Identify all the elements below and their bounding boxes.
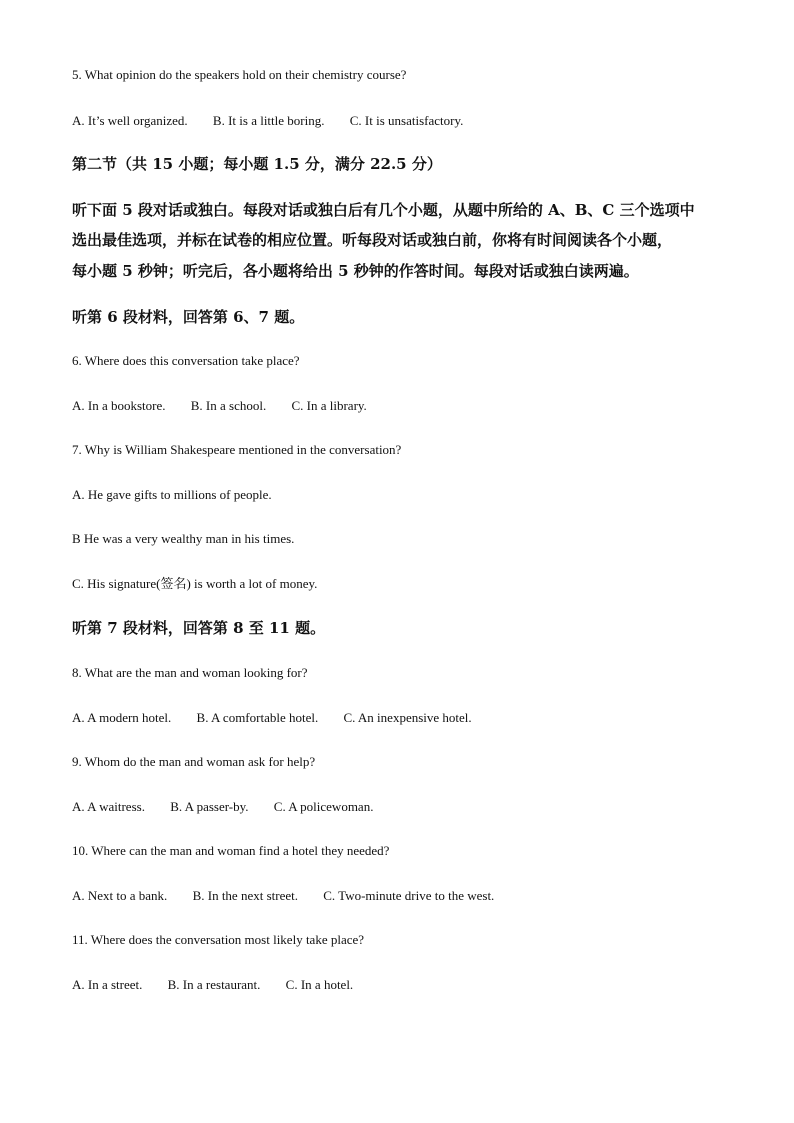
option-b: B. In a school. [190,398,267,413]
question-9-stem: 9. Whom do the man and woman ask for help? [72,754,316,769]
option-a: A. It’s well organized. [72,113,188,128]
question-11-options [72,977,353,993]
question-6-stem: 6. Where does this conversation take place? [72,353,300,368]
question-8-options [72,710,472,726]
question-11-stem: 11. Where does the conversation most likely take place? [72,932,365,947]
option-b: B. In the next street. [192,888,298,903]
option-a: A. Next to a bank. [72,888,168,903]
question-7-option-a: A. He gave gifts to millions of people. [72,487,272,502]
option-c: C. An inexpensive hotel. [343,710,472,725]
option-a: A. In a bookstore. [72,398,166,413]
option-a: A. A modern hotel. [72,710,172,725]
question-9-options [72,799,373,815]
question-7-stem: 7. Why is William Shakespeare mentioned in the conversation? [72,442,402,457]
option-a: A. A waitress. [72,799,145,814]
instructions-line-1: 听下面 5 段对话或独白。每段对话或独白后有几个小题，从题中所给的 A、B、C 三个选项中 [72,201,695,219]
group-6-heading: 听第 6 段材料，回答第 6、7 题。 [72,308,305,326]
option-c: C. In a hotel. [285,977,354,992]
option-c: C. It is unsatisfactory. [349,113,464,128]
option-c: C. A policewoman. [273,799,374,814]
option-b: B. It is a little boring. [212,113,325,128]
question-10-stem: 10. Where can the man and woman find a hotel they needed? [72,843,390,858]
instructions-line-2: 选出最佳选项，并标在试卷的相应位置。听每段对话或独白前，你将有时间阅读各个小题， [72,231,673,249]
option-c: C. Two-minute drive to the west. [323,888,495,903]
section-heading: 第二节（共 15 小题；每小题 1.5 分，满分 22.5 分） [72,155,442,173]
question-5-stem: 5. What opinion do the speakers hold on their chemistry course? [72,67,407,82]
option-a: A. In a street. [72,977,143,992]
group-7-heading: 听第 7 段材料，回答第 8 至 11 题。 [72,619,326,637]
option-c: C. In a library. [291,398,367,413]
option-b: B. A comfortable hotel. [196,710,319,725]
option-b: B. A passer-by. [170,799,249,814]
option-b: B. In a restaurant. [167,977,261,992]
question-8-stem: 8. What are the man and woman looking for? [72,665,308,680]
question-7-option-c: C. His signature(签名) is worth a lot of money. [72,576,318,591]
instructions-line-3: 每小题 5 秒钟；听完后，各小题将给出 5 秒钟的作答时间。每段对话或独白读两遍。 [72,262,639,280]
question-7-option-b: B He was a very wealthy man in his times. [72,531,295,546]
question-10-options [72,888,494,904]
question-5-options [72,113,463,129]
question-6-options [72,398,367,414]
